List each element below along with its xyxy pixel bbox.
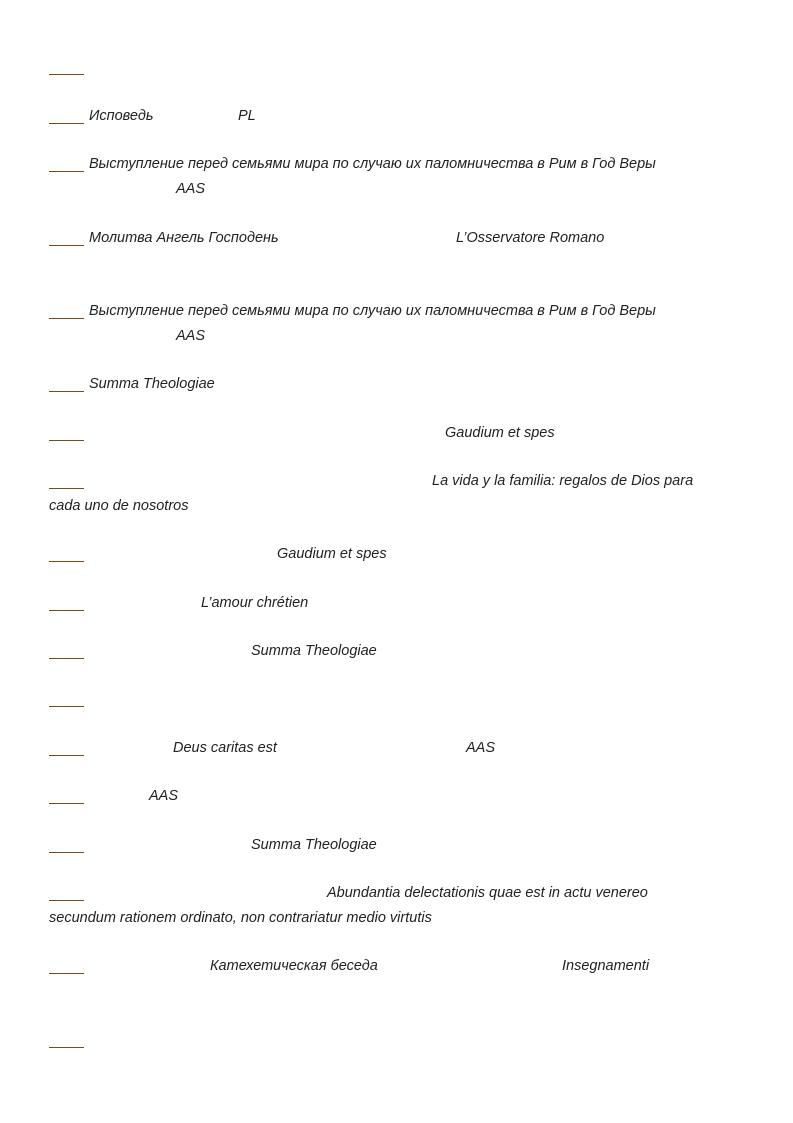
footnote-italic-title: Катехетическая беседа bbox=[210, 958, 378, 974]
footnote-marker-rule bbox=[49, 488, 84, 489]
footnote-italic-source: AAS bbox=[466, 740, 496, 756]
footnote-marker-rule bbox=[49, 852, 84, 853]
footnote-marker-rule bbox=[49, 973, 84, 974]
footnote-marker-rule bbox=[49, 318, 84, 319]
footnote-marker-rule bbox=[49, 1047, 84, 1048]
footnote-marker-rule bbox=[49, 803, 84, 804]
footnote-italic-source: AAS bbox=[176, 181, 206, 197]
footnote-italic-title-continued: cada uno de nosotros bbox=[49, 498, 189, 514]
footnote-italic-title: Выступление перед семьями мира по случаю их паломничества в Рим в Год Веры bbox=[89, 156, 656, 172]
footnote-italic-source: AAS bbox=[176, 328, 206, 344]
footnote-italic-source: Insegnamenti bbox=[562, 958, 650, 974]
footnote-italic-source: AAS bbox=[149, 788, 179, 804]
footnote-italic-title: Исповедь bbox=[89, 108, 154, 124]
footnote-marker-rule bbox=[49, 245, 84, 246]
footnote-italic-title: Deus caritas est bbox=[173, 740, 277, 756]
footnote-italic-title: Summa Theologiae bbox=[251, 837, 377, 853]
footnote-marker-rule bbox=[49, 706, 84, 707]
footnote-marker-rule bbox=[49, 610, 84, 611]
footnote-italic-title: Выступление перед семьями мира по случаю их паломничества в Рим в Год Веры bbox=[89, 303, 656, 319]
footnote-italic-quote: Abundantia delectationis quae est in actu venereo bbox=[327, 885, 648, 901]
footnote-italic-title: Summa Theologiae bbox=[89, 376, 215, 392]
footnote-italic-title: Summa Theologiae bbox=[251, 643, 377, 659]
footnote-marker-rule bbox=[49, 391, 84, 392]
footnote-marker-rule bbox=[49, 900, 84, 901]
footnote-italic-title: La vida y la familia: regalos de Dios para bbox=[432, 473, 694, 489]
footnote-marker-rule bbox=[49, 755, 84, 756]
footnote-marker-rule bbox=[49, 123, 84, 124]
footnote-marker-rule bbox=[49, 74, 84, 75]
footnote-italic-title: Молитва Ангель Господень bbox=[89, 230, 279, 246]
footnote-italic-source: L’Osservatore Romano bbox=[456, 230, 605, 246]
footnote-italic-title: L’amour chrétien bbox=[201, 595, 309, 611]
footnote-italic-title: Gaudium et spes bbox=[277, 546, 387, 562]
footnote-italic-quote-continued: secundum rationem ordinato, non contrariatur medio virtutis bbox=[49, 910, 432, 926]
footnote-marker-rule bbox=[49, 658, 84, 659]
footnote-marker-rule bbox=[49, 171, 84, 172]
footnote-italic-title: Gaudium et spes bbox=[445, 425, 555, 441]
footnote-italic-source: PL bbox=[238, 108, 256, 124]
footnote-marker-rule bbox=[49, 561, 84, 562]
footnote-marker-rule bbox=[49, 440, 84, 441]
